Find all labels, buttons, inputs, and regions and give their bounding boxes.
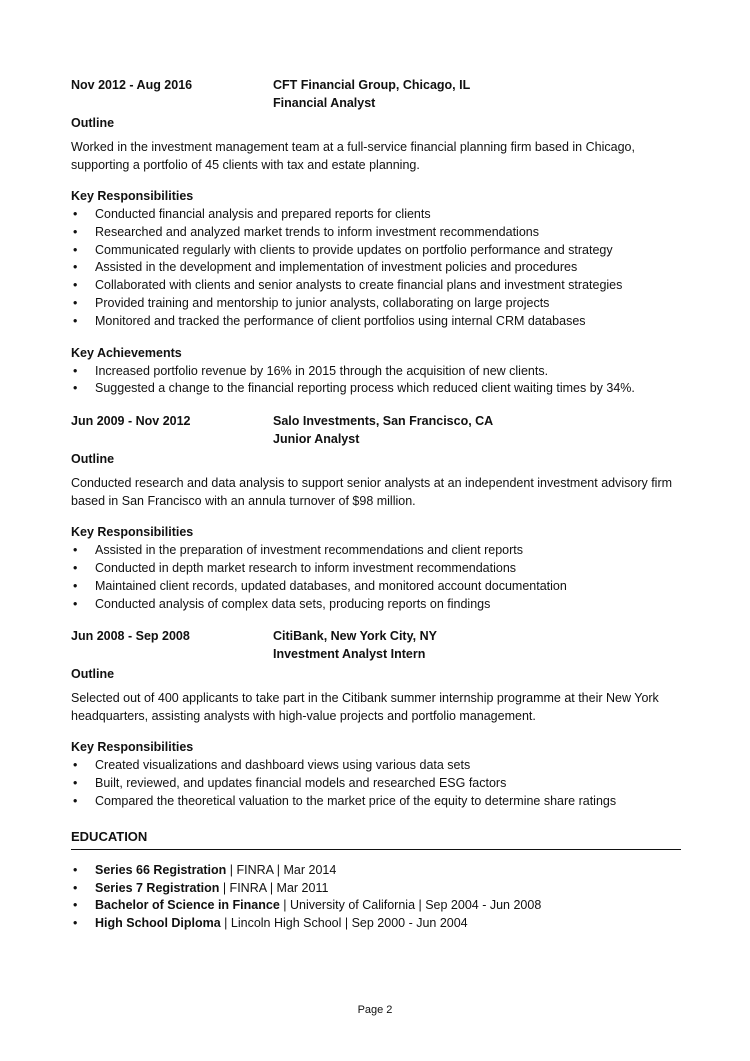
list-item: • Increased portfolio revenue by 16% in 2015 through the acquisition of new clients. bbox=[71, 363, 681, 381]
education-detail: | Lincoln High School | Sep 2000 - Jun 2004 bbox=[220, 916, 468, 931]
education-name: High School Diploma bbox=[95, 916, 221, 931]
job-company: CitiBank, New York City, NY bbox=[273, 629, 437, 644]
outline-label: Outline bbox=[71, 667, 115, 682]
responsibilities-label: Key Responsibilities bbox=[71, 740, 194, 755]
education-name: Series 7 Registration bbox=[95, 880, 220, 895]
list-item: • Provided training and mentorship to junior analysts, collaborating on large projects bbox=[71, 295, 681, 313]
education-detail: | University of California | Sep 2004 - Jun 2008 bbox=[279, 898, 542, 913]
education-list bbox=[71, 862, 681, 933]
outline-text: Conducted research and data analysis to support senior analysts at an independent investment advisory firm based in San Francisco with an annula turnover of $98 million. bbox=[71, 476, 673, 508]
education-detail: | FINRA | Mar 2014 bbox=[226, 862, 337, 877]
list-item: • Collaborated with clients and senior analysts to create financial plans and investment strategies bbox=[71, 277, 681, 295]
job-title: Financial Analyst bbox=[273, 96, 376, 110]
outline-label: Outline bbox=[71, 452, 115, 467]
job-header bbox=[71, 76, 681, 112]
list-item: • Built, reviewed, and updates financial models and researched ESG factors bbox=[71, 775, 681, 793]
list-item: • Researched and analyzed market trends to inform investment recommendations bbox=[71, 224, 681, 242]
responsibilities-label: Key Responsibilities bbox=[71, 189, 194, 203]
responsibilities-list bbox=[71, 206, 681, 331]
resume-page bbox=[71, 76, 681, 933]
list-item: • Assisted in the preparation of investment recommendations and client reports bbox=[71, 542, 681, 560]
responsibilities-list bbox=[71, 542, 681, 613]
list-item: • Maintained client records, updated databases, and monitored account documentation bbox=[71, 578, 681, 596]
section-heading-education: EDUCATION bbox=[71, 828, 148, 844]
job-org bbox=[273, 627, 681, 663]
list-item bbox=[71, 897, 681, 915]
page-number: Page 2 bbox=[357, 1004, 393, 1016]
education-section bbox=[71, 828, 681, 933]
job-title: Junior Analyst bbox=[273, 432, 360, 447]
job-dates: Jun 2009 - Nov 2012 bbox=[71, 414, 191, 429]
list-item bbox=[71, 880, 681, 898]
list-item: • Monitored and tracked the performance of client portfolios using internal CRM databases bbox=[71, 313, 681, 331]
list-item: • Compared the theoretical valuation to the market price of the equity to determine share ratings bbox=[71, 793, 681, 811]
responsibilities-list bbox=[71, 757, 681, 810]
list-item bbox=[71, 915, 681, 933]
job-entry bbox=[71, 76, 681, 398]
responsibilities-label: Key Responsibilities bbox=[71, 525, 194, 540]
list-item: • Suggested a change to the financial reporting process which reduced client waiting times by 34%. bbox=[71, 380, 681, 398]
job-entry bbox=[71, 627, 681, 810]
job-entry bbox=[71, 412, 681, 613]
list-item: • Conducted financial analysis and prepared reports for clients bbox=[71, 206, 681, 224]
list-item bbox=[71, 862, 681, 880]
section-divider bbox=[71, 849, 681, 850]
job-org bbox=[273, 412, 681, 448]
outline-text: Worked in the investment management team at a full-service financial planning firm based in Chicago, supporting a portfolio of 45 clients with tax and estate planning. bbox=[71, 140, 635, 172]
job-company: CFT Financial Group, Chicago, IL bbox=[273, 78, 471, 92]
list-item: • Communicated regularly with clients to provide updates on portfolio performance and strategy bbox=[71, 242, 681, 260]
outline-text: Selected out of 400 applicants to take part in the Citibank summer internship programme at their New York headquarters, assisting analysts with high-value projects and portfolio management. bbox=[71, 691, 659, 723]
job-org bbox=[273, 76, 681, 112]
list-item: • Created visualizations and dashboard views using various data sets bbox=[71, 757, 681, 775]
job-header bbox=[71, 627, 681, 663]
list-item: • Conducted in depth market research to inform investment recommendations bbox=[71, 560, 681, 578]
education-name: Bachelor of Science in Finance bbox=[95, 898, 280, 913]
education-name: Series 66 Registration bbox=[95, 862, 227, 877]
job-company: Salo Investments, San Francisco, CA bbox=[273, 414, 494, 429]
job-dates: Nov 2012 - Aug 2016 bbox=[71, 78, 193, 92]
outline-label: Outline bbox=[71, 116, 115, 130]
list-item: • Assisted in the development and implementation of investment policies and procedures bbox=[71, 259, 681, 277]
job-title: Investment Analyst Intern bbox=[273, 647, 426, 662]
job-header bbox=[71, 412, 681, 448]
education-detail: | FINRA | Mar 2011 bbox=[219, 880, 329, 895]
achievements-list bbox=[71, 363, 681, 399]
job-dates: Jun 2008 - Sep 2008 bbox=[71, 629, 190, 644]
list-item: • Conducted analysis of complex data sets, producing reports on findings bbox=[71, 596, 681, 614]
achievements-label: Key Achievements bbox=[71, 345, 182, 360]
